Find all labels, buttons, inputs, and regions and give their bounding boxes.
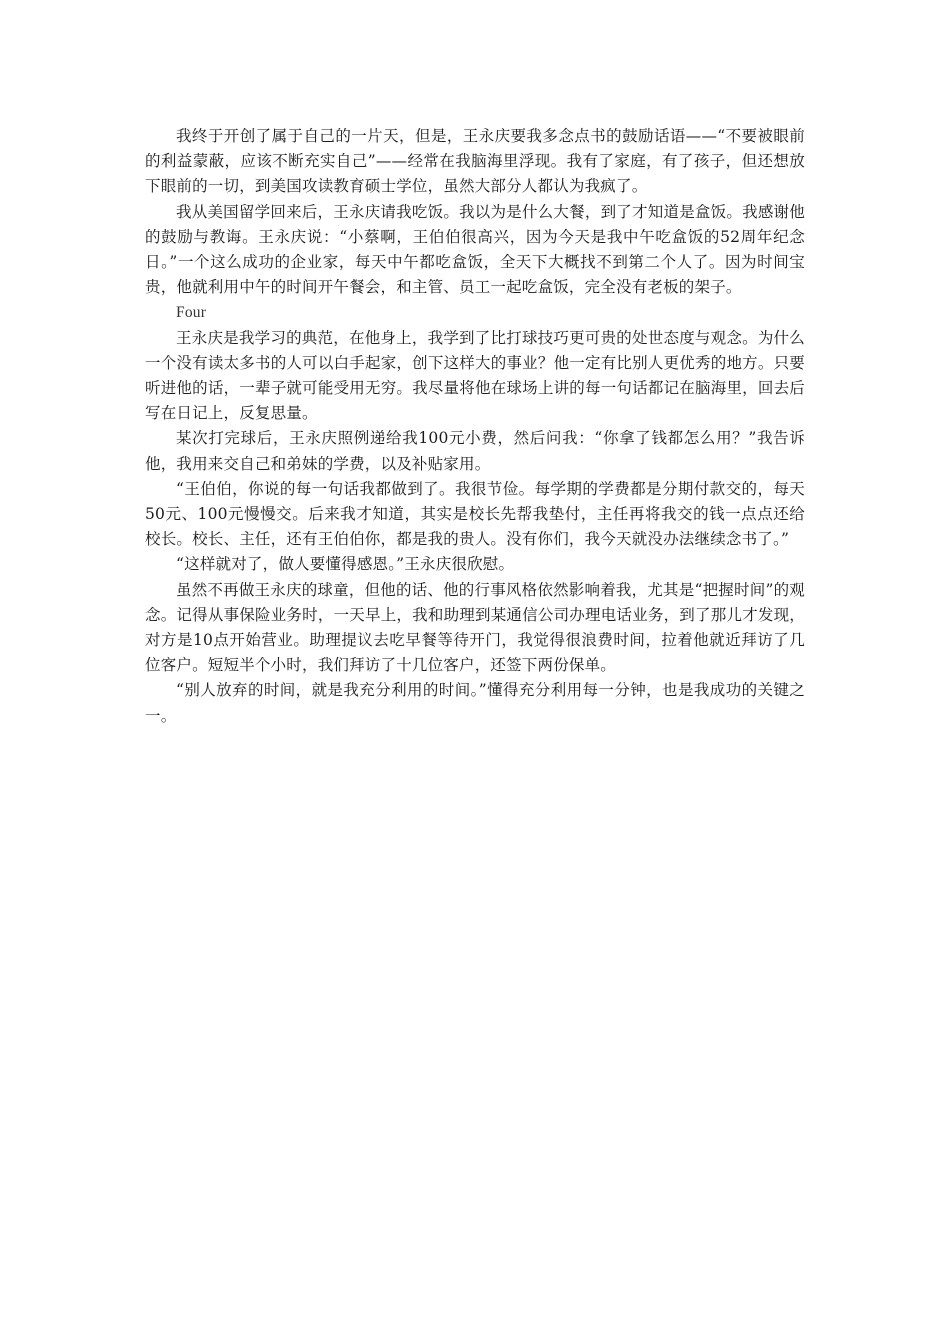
paragraph-6: “这样就对了，做人要懂得感恩。”王永庆很欣慰。 [176, 555, 515, 574]
paragraph-8: “别人放弃的时间，就是我充分利用的时间。”懂得充分利用每一分钟，也是我成功的关键之一。 [145, 681, 805, 725]
section-heading: Four [176, 304, 207, 322]
paragraph-7: 虽然不再做王永庆的球童，但他的话、他的行事风格依然影响着我，尤其是“把握时间”的观念。记得从事保险业务时，一天早上，我和助理到某通信公司办理电话业务，到了那儿才发现，对方是10点开始营业。助理提议去吃早餐等待开门，我觉得很浪费时间，拉着他就近拜访了几位客户。短短半个小时，我们拜访了十几位客户，还签下两份保单。 [145, 580, 805, 675]
document-body [145, 124, 805, 729]
paragraph-1: 我终于开创了属于自己的一片天，但是，王永庆要我多念点书的鼓励话语——“不要被眼前的利益蒙蔽，应该不断充实自己”——经常在我脑海里浮现。我有了家庭，有了孩子，但还想放下眼前的一切，到美国攻读教育硕士学位，虽然大部分人都认为我疯了。 [145, 127, 805, 196]
paragraph-5: “王伯伯，你说的每一句话我都做到了。我很节俭。每学期的学费都是分期付款交的，每天50元、100元慢慢交。后来我才知道，其实是校长先帮我垫付，主任再将我交的钱一点点还给校长。校长、主任，还有王伯伯你，都是我的贵人。没有你们，我今天就没办法继续念书了。” [145, 479, 805, 549]
paragraph-2: 我从美国留学回来后，王永庆请我吃饭。我以为是什么大餐，到了才知道是盒饭。我感谢他的鼓励与教诲。王永庆说：“小蔡啊，王伯伯很高兴，因为今天是我中午吃盒饭的52周年纪念日。”一个这么成功的企业家，每天中午都吃盒饭，全天下大概找不到第二个人了。因为时间宝贵，他就利用中午的时间开午餐会，和主管、员工一起吃盒饭，完全没有老板的架子。 [145, 202, 805, 297]
paragraph-3: 王永庆是我学习的典范，在他身上，我学到了比打球技巧更可贵的处世态度与观念。为什么一个没有读太多书的人可以白手起家，创下这样大的事业？他一定有比别人更优秀的地方。只要听进他的话，一辈子就可能受用无穷。我尽量将他在球场上讲的每一句话都记在脑海里，回去后写在日记上，反复思量。 [145, 328, 805, 423]
paragraph-4: 某次打完球后，王永庆照例递给我100元小费，然后问我：“你拿了钱都怎么用？”我告诉他，我用来交自己和弟妹的学费，以及补贴家用。 [145, 429, 805, 473]
